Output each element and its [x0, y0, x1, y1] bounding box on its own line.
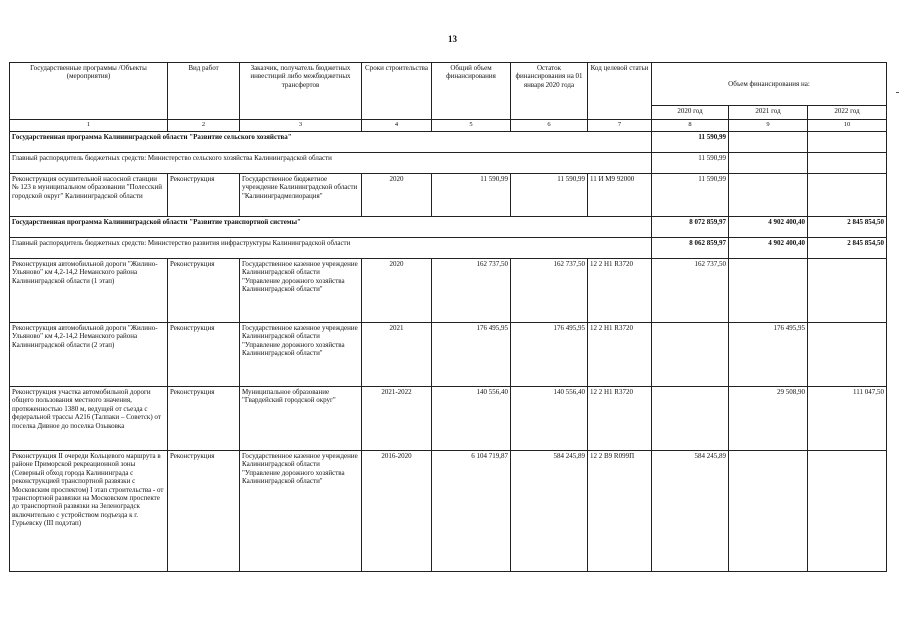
remaining-financing: 176 495,95	[511, 323, 588, 387]
object-name: Реконструкция автомобильной дороги "Жилино-Ульяново" км 4,2-14,2 Неманского района Калининградской области (2 этап)	[10, 323, 168, 387]
customer: Государственное казенное учреждение Калининградской области "Управление дорожного хозяйства Калининградской области"	[240, 451, 362, 572]
column-number: 1	[10, 120, 168, 132]
amount-2020	[652, 323, 729, 387]
remaining-financing: 140 556,40	[511, 387, 588, 451]
target-code: 12 2 Н1 R3720	[588, 387, 652, 451]
total-financing: 140 556,40	[432, 387, 511, 451]
work-type: Реконструкция	[168, 174, 240, 217]
construction-period: 2016-2020	[362, 451, 432, 572]
amount-2022: 2 845 854,50	[808, 217, 887, 238]
target-code: 12 2 Н1 R3720	[588, 259, 652, 323]
page-number: 13	[448, 34, 457, 44]
amount-2020	[652, 387, 729, 451]
header-year-2021: 2021 год	[729, 106, 808, 120]
header-work-type: Вид работ	[168, 63, 240, 120]
object-name: Реконструкция участка автомобильной дороги общего пользования местного значения, протяженностью 1380 м, ведущей от съезда с федеральной трассы А216 (Талпаки – Советск) от поселка Дивное до поселка Озыковка	[10, 387, 168, 451]
header-year-2020: 2020 год	[652, 106, 729, 120]
column-number-row	[10, 120, 887, 132]
column-number: 4	[362, 120, 432, 132]
header-period: Сроки строительства	[362, 63, 432, 120]
amount-2021	[729, 132, 808, 153]
amount-2020: 584 245,89	[652, 451, 729, 572]
amount-2022	[808, 153, 887, 174]
target-code: 12 2 В9 R099П	[588, 451, 652, 572]
amount-2022	[808, 451, 887, 572]
work-type: Реконструкция	[168, 259, 240, 323]
object-row	[10, 174, 887, 217]
object-row	[10, 323, 887, 387]
column-number: 3	[240, 120, 362, 132]
manager-title: Главный распорядитель бюджетных средств: Министерство развития инфраструктуры Калининградской области	[10, 238, 652, 259]
total-financing: 176 495,95	[432, 323, 511, 387]
work-type: Реконструкция	[168, 323, 240, 387]
amount-2021	[729, 153, 808, 174]
construction-period: 2021-2022	[362, 387, 432, 451]
amount-2022	[808, 323, 887, 387]
object-row	[10, 451, 887, 572]
amount-2020: 162 737,50	[652, 259, 729, 323]
amount-2020: 11 590,99	[652, 174, 729, 217]
column-number: 5	[432, 120, 511, 132]
object-row	[10, 387, 887, 451]
column-number: 6	[511, 120, 588, 132]
remaining-financing: 584 245,89	[511, 451, 588, 572]
construction-period: 2020	[362, 174, 432, 217]
column-number: 10	[808, 120, 887, 132]
program-row	[10, 132, 887, 153]
header-customer: Заказчик, получатель бюджетных инвестиций либо межбюджетных трансфертов	[240, 63, 362, 120]
customer: Государственное бюджетное учреждение Калининградской области "Калининградмелиорация"	[240, 174, 362, 217]
amount-2022	[808, 259, 887, 323]
amount-2020: 11 590,99	[652, 132, 729, 153]
column-number: 8	[652, 120, 729, 132]
amount-2021: 4 902 400,40	[729, 238, 808, 259]
program-title: Государственная программа Калининградской области "Развитие сельского хозяйства"	[10, 132, 652, 153]
amount-2021: 29 508,90	[729, 387, 808, 451]
manager-row	[10, 153, 887, 174]
header-remaining: Остаток финансирования на 01 января 2020 года	[511, 63, 588, 120]
manager-row	[10, 238, 887, 259]
remaining-financing: 162 737,50	[511, 259, 588, 323]
header-funding-group: Объем финансирования на:	[652, 63, 887, 106]
amount-2022	[808, 174, 887, 217]
column-number: 9	[729, 120, 808, 132]
manager-title: Главный распорядитель бюджетных средств: Министерство сельского хозяйства Калининградской области	[10, 153, 652, 174]
total-financing: 11 590,99	[432, 174, 511, 217]
margin-mark	[896, 92, 899, 93]
header-total: Общий объем финансирования	[432, 63, 511, 120]
header-row	[10, 63, 887, 106]
construction-period: 2020	[362, 259, 432, 323]
work-type: Реконструкция	[168, 451, 240, 572]
target-code: 12 2 Н1 R3720	[588, 323, 652, 387]
customer: Государственное казенное учреждение Калининградской области "Управление дорожного хозяйства Калининградской области"	[240, 323, 362, 387]
financing-table	[9, 62, 887, 572]
construction-period: 2021	[362, 323, 432, 387]
header-code: Код целевой статьи	[588, 63, 652, 120]
amount-2021	[729, 451, 808, 572]
object-name: Реконструкция автомобильной дороги "Жилино-Ульяново" км 4,2-14,2 Неманского района Калининградской области (1 этап)	[10, 259, 168, 323]
object-name: Реконструкция II очереди Кольцевого маршрута в районе Приморской рекреационной зоны (Северный обход города Калининграда с реконструкцией транспортной развязки с Московским проспектом) I этап строительства - от транспортной развязки на Московском проспекте до транспортной развязки на Зеленоградск включительно с устройством подъезда к г. Гурьевску (III подэтап)	[10, 451, 168, 572]
amount-2021	[729, 259, 808, 323]
program-title: Государственная программа Калининградской области "Развитие транспортной системы"	[10, 217, 652, 238]
customer: Государственное казенное учреждение Калининградской области "Управление дорожного хозяйства Калининградской области"	[240, 259, 362, 323]
column-number: 2	[168, 120, 240, 132]
program-row	[10, 217, 887, 238]
header-objects: Государственные программы /Объекты (мероприятия)	[10, 63, 168, 120]
object-name: Реконструкция осушительной насосной станции № 123 в муниципальном образовании "Полесский городской округ" Калининградской области	[10, 174, 168, 217]
column-number: 7	[588, 120, 652, 132]
amount-2020: 11 590,99	[652, 153, 729, 174]
header-year-2022: 2022 год	[808, 106, 887, 120]
customer: Муниципальное образование "Гвардейский городской округ"	[240, 387, 362, 451]
amount-2022: 111 047,50	[808, 387, 887, 451]
total-financing: 6 104 719,87	[432, 451, 511, 572]
work-type: Реконструкция	[168, 387, 240, 451]
amount-2021: 176 495,95	[729, 323, 808, 387]
amount-2020: 8 072 859,97	[652, 217, 729, 238]
amount-2021: 4 902 400,40	[729, 217, 808, 238]
amount-2022	[808, 132, 887, 153]
total-financing: 162 737,50	[432, 259, 511, 323]
target-code: 11 И М9 92000	[588, 174, 652, 217]
amount-2020: 8 062 859,97	[652, 238, 729, 259]
remaining-financing: 11 590,99	[511, 174, 588, 217]
object-row	[10, 259, 887, 323]
amount-2021	[729, 174, 808, 217]
amount-2022: 2 845 854,50	[808, 238, 887, 259]
